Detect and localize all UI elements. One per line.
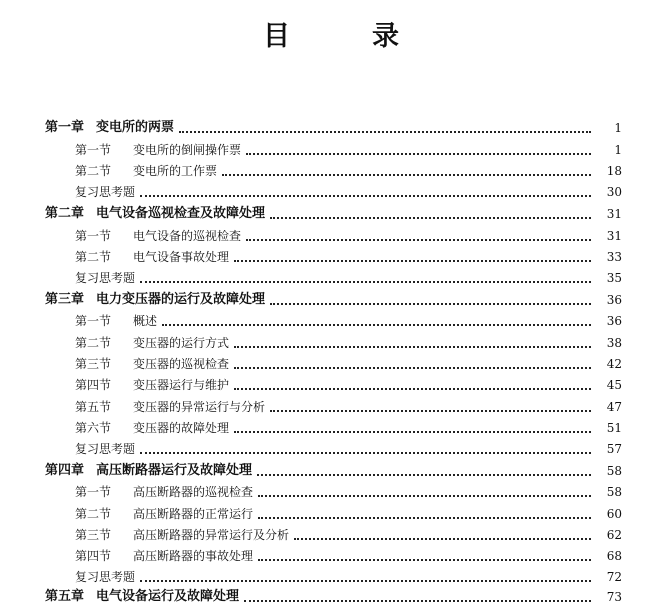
- toc-entry-number: 第一节: [75, 229, 112, 243]
- toc-entry-number: 第四节: [75, 378, 112, 392]
- toc-entry-label: [45, 589, 239, 605]
- toc-entry-label: [45, 206, 265, 222]
- toc-entry-number: 第二节: [75, 250, 112, 264]
- toc-entry-title: 复习思考题: [75, 442, 136, 456]
- toc-entry-title: 电力变压器的运行及故障处理: [96, 292, 266, 307]
- toc-leader-dots: [162, 324, 591, 326]
- toc-leader-dots: [258, 559, 591, 561]
- toc-page-number: 58: [606, 464, 622, 478]
- toc-entry-label: [75, 142, 241, 158]
- toc-leader-dots: [246, 239, 591, 241]
- toc-entry-title: 变压器的故障处理: [133, 421, 230, 435]
- toc-entry-label: [75, 249, 229, 265]
- toc-entry-label: [75, 527, 289, 543]
- toc-page-number: 31: [606, 229, 622, 243]
- toc-leader-dots: [140, 281, 591, 283]
- toc-entry-label: [75, 356, 229, 372]
- toc-page-number: 18: [606, 164, 622, 178]
- toc-entry-number: 第三节: [75, 357, 112, 371]
- toc-review-row: [75, 180, 622, 200]
- toc-review-row: [75, 565, 622, 585]
- toc-entry-label: [75, 228, 241, 244]
- toc-entry-title: 电气设备运行及故障处理: [96, 589, 240, 604]
- toc-entry-title: 变压器的巡视检查: [133, 357, 230, 371]
- toc-page-number: 57: [606, 442, 622, 456]
- toc-leader-dots: [258, 495, 591, 497]
- toc-section-row: [75, 480, 622, 500]
- toc-entry-label: [45, 120, 174, 136]
- toc-leader-dots: [140, 195, 591, 197]
- toc-entry-number: 第三节: [75, 528, 112, 542]
- toc-entry-title: 复习思考题: [75, 271, 136, 285]
- toc-entry-number: 第二节: [75, 507, 112, 521]
- toc-page-number: 36: [606, 314, 622, 328]
- toc-section-row: [75, 352, 622, 372]
- toc-entry-number: 第五章: [45, 589, 85, 604]
- toc-entry-label: [75, 377, 229, 393]
- toc-entry-title: 高压断路器的异常运行及分析: [133, 528, 290, 542]
- toc-entry-label: [75, 420, 229, 436]
- toc-entry-title: 高压断路器的巡视检查: [133, 485, 254, 499]
- toc-entry-title: 变电所的两票: [96, 120, 175, 135]
- toc-entry-number: 第五节: [75, 400, 112, 414]
- toc-leader-dots: [234, 367, 591, 369]
- title-char-2: 录: [372, 21, 399, 52]
- toc-chapter-row: [45, 585, 622, 605]
- toc-page-number: 58: [606, 485, 622, 499]
- toc-leader-dots: [270, 410, 591, 412]
- toc-review-row: [75, 266, 622, 286]
- toc-entry-title: 电气设备的巡视检查: [133, 229, 242, 243]
- toc-page-number: 45: [606, 378, 622, 392]
- toc-leader-dots: [270, 217, 591, 219]
- toc-section-row: [75, 138, 622, 158]
- toc-page-number: 31: [606, 207, 622, 221]
- toc-entry-label: [75, 270, 135, 286]
- toc-entry-title: 电气设备事故处理: [133, 250, 230, 264]
- toc-leader-dots: [234, 388, 591, 390]
- toc-entry-title: 复习思考题: [75, 570, 136, 584]
- toc-page-number: 47: [606, 400, 622, 414]
- toc-entry-title: 概述: [133, 314, 158, 328]
- toc-chapter-row: [45, 202, 622, 222]
- toc-entry-number: 第三章: [45, 292, 85, 307]
- toc-entry-label: [75, 441, 135, 457]
- toc-leader-dots: [222, 174, 591, 176]
- toc-chapter-row: [45, 288, 622, 308]
- toc-entry-label: [75, 335, 229, 351]
- toc-leader-dots: [140, 580, 591, 582]
- toc-section-row: [75, 309, 622, 329]
- toc-page-number: 33: [606, 250, 622, 264]
- toc-entry-title: 变压器运行与维护: [133, 378, 230, 392]
- toc-section-row: [75, 416, 622, 436]
- toc-page-number: 35: [606, 271, 622, 285]
- toc-page-number: 62: [606, 528, 622, 542]
- toc-leader-dots: [179, 131, 591, 133]
- toc-leader-dots: [234, 431, 591, 433]
- toc-leader-dots: [257, 474, 591, 476]
- toc-entry-label: [75, 184, 135, 200]
- toc-entry-title: 电气设备巡视检查及故障处理: [96, 206, 266, 221]
- toc-entry-label: [45, 292, 265, 308]
- toc-entry-number: 第二章: [45, 206, 85, 221]
- toc-section-row: [75, 224, 622, 244]
- toc-entry-number: 第一节: [75, 143, 112, 157]
- toc-page-number: 68: [606, 549, 622, 563]
- toc-entry-number: 第一章: [45, 120, 85, 135]
- toc-leader-dots: [294, 538, 591, 540]
- toc-entry-label: [75, 569, 135, 585]
- toc-leader-dots: [258, 517, 591, 519]
- toc-leader-dots: [244, 600, 591, 602]
- toc-page-number: 30: [606, 185, 622, 199]
- toc-entry-label: [75, 163, 217, 179]
- toc-section-row: [75, 395, 622, 415]
- toc-entry-number: 第六节: [75, 421, 112, 435]
- toc-entry-label: [45, 463, 252, 479]
- toc-section-row: [75, 373, 622, 393]
- toc-page-number: 51: [606, 421, 622, 435]
- toc-entry-title: 高压断路器的事故处理: [133, 549, 254, 563]
- toc-page-number: 36: [606, 293, 622, 307]
- toc-chapter-row: [45, 459, 622, 479]
- toc-section-row: [75, 523, 622, 543]
- toc-leader-dots: [234, 346, 591, 348]
- toc-entry-title: 变电所的工作票: [133, 164, 218, 178]
- toc-entry-title: 变压器的运行方式: [133, 336, 230, 350]
- toc-chapter-row: [45, 116, 622, 136]
- toc-entry-number: 第二节: [75, 164, 112, 178]
- toc-page-number: 73: [606, 590, 622, 604]
- toc-entry-number: 第一节: [75, 485, 112, 499]
- toc-leader-dots: [140, 452, 591, 454]
- toc-entry-label: [75, 506, 253, 522]
- toc-entry-title: 复习思考题: [75, 185, 136, 199]
- toc-entry-title: 变压器的异常运行与分析: [133, 400, 266, 414]
- toc-entry-label: [75, 399, 265, 415]
- toc-section-row: [75, 544, 622, 564]
- toc-page-number: 1: [614, 143, 622, 157]
- toc-section-row: [75, 159, 622, 179]
- toc-entry-number: 第一节: [75, 314, 112, 328]
- toc-section-row: [75, 245, 622, 265]
- toc-page-number: 72: [606, 570, 622, 584]
- toc-entry-label: [75, 548, 253, 564]
- toc-entry-number: 第四章: [45, 463, 85, 478]
- toc-entry-title: 高压断路器的正常运行: [133, 507, 254, 521]
- toc-review-row: [75, 437, 622, 457]
- toc-section-row: [75, 331, 622, 351]
- toc-entry-title: 高压断路器运行及故障处理: [96, 463, 253, 478]
- toc-leader-dots: [246, 153, 591, 155]
- toc-page-number: 42: [606, 357, 622, 371]
- toc-section-row: [75, 502, 622, 522]
- toc-page-number: 60: [606, 507, 622, 521]
- toc-page-number: 38: [606, 336, 622, 350]
- toc-entry-label: [75, 313, 157, 329]
- toc-entry-title: 变电所的倒闸操作票: [133, 143, 242, 157]
- toc-page-number: 1: [614, 121, 622, 135]
- toc-leader-dots: [270, 303, 591, 305]
- toc-entry-number: 第四节: [75, 549, 112, 563]
- title-char-1: 目: [263, 21, 290, 52]
- toc-entry-number: 第二节: [75, 336, 112, 350]
- toc-entry-label: [75, 484, 253, 500]
- toc-leader-dots: [234, 260, 591, 262]
